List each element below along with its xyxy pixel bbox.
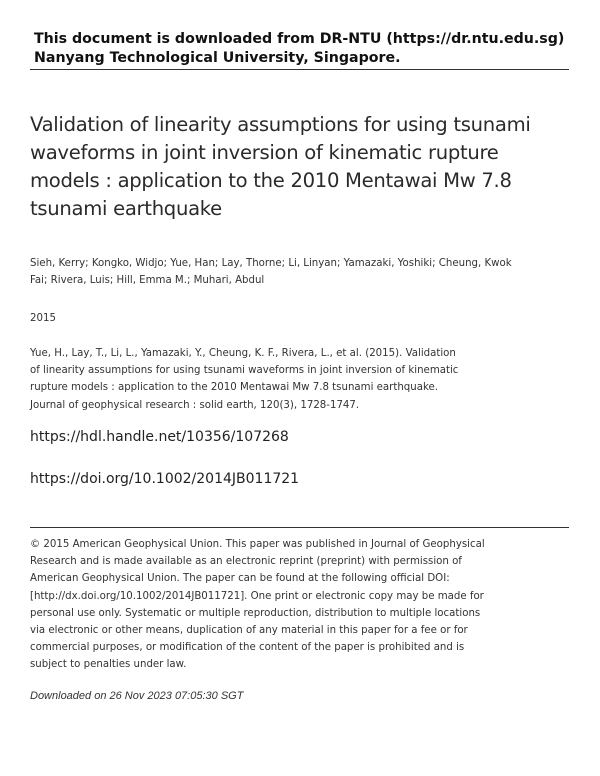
repository-source-line: This document is downloaded from DR-NTU (https://dr.ntu.edu.sg): [34, 31, 565, 47]
copyright-divider: [30, 527, 569, 528]
citation: Yue, H., Lay, T., Li, L., Yamazaki, Y., Cheung, K. F., Rivera, L., et al. (2015). Validation of linearity assumptions for using tsunami waveforms in joint inversion of kinematic rupture models : application to the 2010 Mentawai Mw 7.8 tsunami earthquake. Journal of geophysical research : solid earth, 120(3), 1728-1747.: [30, 348, 459, 411]
author-list: Sieh, Kerry; Kongko, Widjo; Yue, Han; Lay, Thorne; Li, Linyan; Yamazaki, Yoshiki; Cheung, Kwok Fai; Rivera, Luis; Hill, Emma M.; Muhari, Abdul: [30, 258, 512, 286]
header-divider: [30, 69, 569, 70]
publication-year: 2015: [30, 313, 56, 324]
repository-header: [34, 30, 574, 68]
institution-line: Nanyang Technological University, Singapore.: [34, 50, 401, 66]
doi-link[interactable]: https://doi.org/10.1002/2014JB011721: [30, 471, 300, 487]
download-timestamp: Downloaded on 26 Nov 2023 07:05:30 SGT: [30, 690, 244, 702]
handle-link[interactable]: https://hdl.handle.net/10356/107268: [30, 429, 289, 445]
document-title: Validation of linearity assumptions for using tsunami waveforms in joint inversion of kinematic rupture models : application to the 2010 Mentawai Mw 7.8 tsunami earthquake: [30, 113, 531, 220]
copyright-notice: © 2015 American Geophysical Union. This paper was published in Journal of Geophysical Research and is made available as an electronic reprint (preprint) with permission of American Geophysical Union. The paper can be found at the following official DOI: [http://dx.doi.org/10.1002/2014JB011721]. One print or electronic copy may be made for personal use only. Systematic or multiple reproduction, distribution to multiple locations via electronic or other means, duplication of any material in this paper for a fee or for commercial purposes, or modification of the content of the paper is prohibited and is subject to penalties under law.: [30, 539, 485, 671]
